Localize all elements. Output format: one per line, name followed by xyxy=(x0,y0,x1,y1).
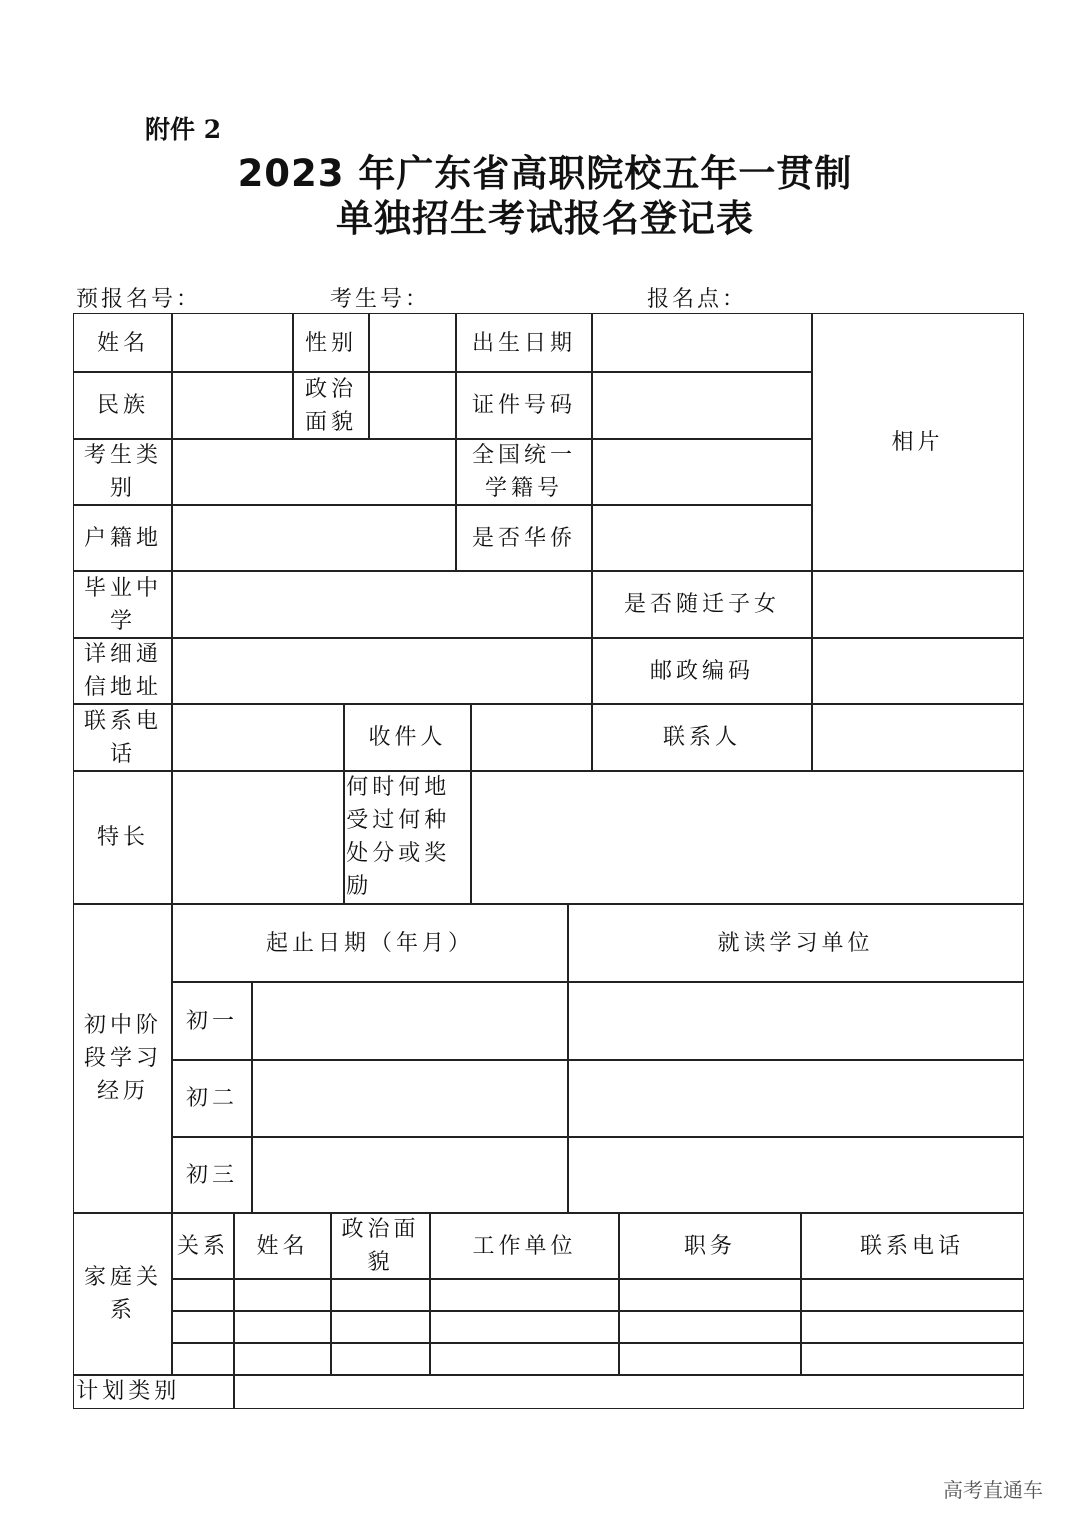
phone-header-cell xyxy=(73,703,173,772)
migrant-child-header-cell xyxy=(591,570,813,639)
candidate-type-header-cell xyxy=(73,438,173,506)
photo-label: 相片 xyxy=(891,430,944,455)
phone-label: 联系电话 xyxy=(83,708,162,767)
gender-label: 性别 xyxy=(304,330,357,356)
input-cell[interactable] xyxy=(171,1278,235,1312)
input-cell[interactable] xyxy=(368,313,457,373)
input-cell[interactable] xyxy=(811,703,1024,772)
input-cell[interactable] xyxy=(591,504,813,572)
input-cell[interactable] xyxy=(171,438,457,506)
period-label: 起止日期（年月） xyxy=(265,930,474,956)
history-header-cell xyxy=(73,903,173,1214)
middle-school-label: 毕业中学 xyxy=(83,575,162,634)
address-header-cell xyxy=(73,637,173,705)
position-header-cell xyxy=(618,1212,802,1280)
input-cell[interactable] xyxy=(251,1059,569,1138)
input-cell[interactable] xyxy=(618,1310,802,1344)
input-cell[interactable] xyxy=(171,504,457,572)
grade3-header-cell xyxy=(171,1136,253,1214)
ethnicity-header-cell xyxy=(73,371,173,440)
student-id-label: 全国统一学籍号 xyxy=(471,443,576,501)
input-cell[interactable] xyxy=(591,313,813,373)
input-cell[interactable] xyxy=(567,981,1024,1061)
household-header-cell xyxy=(73,504,173,572)
input-cell[interactable] xyxy=(811,570,1024,639)
specialty-label: 特长 xyxy=(96,825,149,850)
input-cell[interactable] xyxy=(233,1342,332,1376)
relation-header-cell xyxy=(171,1212,235,1280)
grade3-label: 初三 xyxy=(185,1162,238,1188)
family-phone-header-cell xyxy=(800,1212,1024,1280)
input-cell[interactable] xyxy=(567,1136,1024,1214)
birth-date-header-cell xyxy=(455,313,593,373)
name-header-cell xyxy=(73,313,173,373)
recipient-label: 收件人 xyxy=(368,725,447,750)
awards-label: 何时何地受过何种处分或奖励 xyxy=(346,775,451,900)
watermark: 高考直通车 xyxy=(943,1478,1043,1502)
history-label: 初中阶段学习经历 xyxy=(83,1013,162,1104)
input-cell[interactable] xyxy=(233,1310,332,1344)
input-cell[interactable] xyxy=(171,770,345,905)
input-cell[interactable] xyxy=(330,1342,431,1376)
family-label: 家庭关系 xyxy=(83,1265,162,1323)
birth-date-label: 出生日期 xyxy=(471,330,576,356)
grade2-header-cell xyxy=(171,1059,253,1138)
political-status-label: 政治面貌 xyxy=(304,376,357,435)
overseas-chinese-header-cell xyxy=(455,504,593,572)
input-cell[interactable] xyxy=(171,1342,235,1376)
pre-registration-number-label: 预报名号： xyxy=(76,287,202,312)
input-cell[interactable] xyxy=(591,438,813,506)
input-cell[interactable] xyxy=(171,570,593,639)
recipient-header-cell xyxy=(343,703,472,772)
input-cell[interactable] xyxy=(591,371,813,440)
position-label: 职务 xyxy=(683,1233,736,1259)
school-label: 就读学习单位 xyxy=(717,930,874,956)
input-cell[interactable] xyxy=(171,703,345,772)
contact-label: 联系人 xyxy=(662,725,741,750)
input-cell[interactable] xyxy=(171,1310,235,1344)
input-cell[interactable] xyxy=(567,1059,1024,1138)
input-cell[interactable] xyxy=(429,1342,620,1376)
input-cell[interactable] xyxy=(171,637,593,705)
address-label: 详细通信地址 xyxy=(83,642,162,700)
family-political-label: 政治面貌 xyxy=(341,1217,420,1275)
registration-site-label: 报名点： xyxy=(647,287,748,312)
gender-header-cell xyxy=(292,313,370,373)
school-header-cell xyxy=(567,903,1024,983)
grade1-label: 初一 xyxy=(185,1008,238,1034)
input-cell[interactable] xyxy=(368,371,457,440)
political-status-header-cell xyxy=(292,371,370,440)
family-political-header-cell xyxy=(330,1212,431,1280)
specialty-header-cell xyxy=(73,770,173,905)
page-title-line2: 单独招生考试报名登记表 xyxy=(336,197,754,240)
postcode-header-cell xyxy=(591,637,813,705)
middle-school-header-cell xyxy=(73,570,173,639)
work-unit-header-cell xyxy=(429,1212,620,1280)
input-cell[interactable] xyxy=(800,1278,1024,1312)
id-number-header-cell xyxy=(455,371,593,440)
ethnicity-label: 民族 xyxy=(96,393,149,418)
student-id-header-cell xyxy=(455,438,593,506)
plan-type-label: 计划类别 xyxy=(76,1379,181,1404)
plan-type-header-cell xyxy=(73,1374,235,1409)
input-cell[interactable] xyxy=(251,1136,569,1214)
grade1-header-cell xyxy=(171,981,253,1061)
relation-label: 关系 xyxy=(176,1233,229,1259)
input-cell[interactable] xyxy=(811,637,1024,705)
input-cell[interactable] xyxy=(171,371,294,440)
input-cell[interactable] xyxy=(233,1374,1024,1409)
input-cell[interactable] xyxy=(429,1278,620,1312)
input-cell[interactable] xyxy=(800,1342,1024,1376)
id-number-label: 证件号码 xyxy=(471,393,576,418)
input-cell[interactable] xyxy=(800,1310,1024,1344)
input-cell[interactable] xyxy=(330,1278,431,1312)
postcode-label: 邮政编码 xyxy=(649,658,754,684)
candidate-number-label: 考生号： xyxy=(330,287,431,312)
input-cell[interactable] xyxy=(330,1310,431,1344)
input-cell[interactable] xyxy=(470,703,593,772)
input-cell[interactable] xyxy=(171,313,294,373)
overseas-chinese-label: 是否华侨 xyxy=(471,525,576,551)
family-name-label: 姓名 xyxy=(256,1233,309,1259)
family-name-header-cell xyxy=(233,1212,332,1280)
input-cell[interactable] xyxy=(618,1278,802,1312)
input-cell[interactable] xyxy=(251,981,569,1061)
family-phone-label: 联系电话 xyxy=(859,1233,964,1259)
input-cell[interactable] xyxy=(618,1342,802,1376)
family-header-cell xyxy=(73,1212,173,1376)
page-title-line1: 2023 年广东省高职院校五年一贯制 xyxy=(237,152,853,195)
work-unit-label: 工作单位 xyxy=(472,1233,577,1259)
household-label: 户籍地 xyxy=(83,525,162,551)
name-label: 姓名 xyxy=(96,330,149,356)
migrant-child-label: 是否随迁子女 xyxy=(623,592,780,617)
grade2-label: 初二 xyxy=(185,1086,238,1111)
awards-header-cell xyxy=(343,770,472,905)
input-cell[interactable] xyxy=(233,1278,332,1312)
input-cell[interactable] xyxy=(429,1310,620,1344)
period-header-cell xyxy=(171,903,569,983)
contact-header-cell xyxy=(591,703,813,772)
candidate-type-label: 考生类别 xyxy=(83,443,162,501)
photo-header-cell xyxy=(811,313,1024,572)
input-cell[interactable] xyxy=(470,770,1024,905)
attachment-label: 附件 2 xyxy=(145,115,222,144)
